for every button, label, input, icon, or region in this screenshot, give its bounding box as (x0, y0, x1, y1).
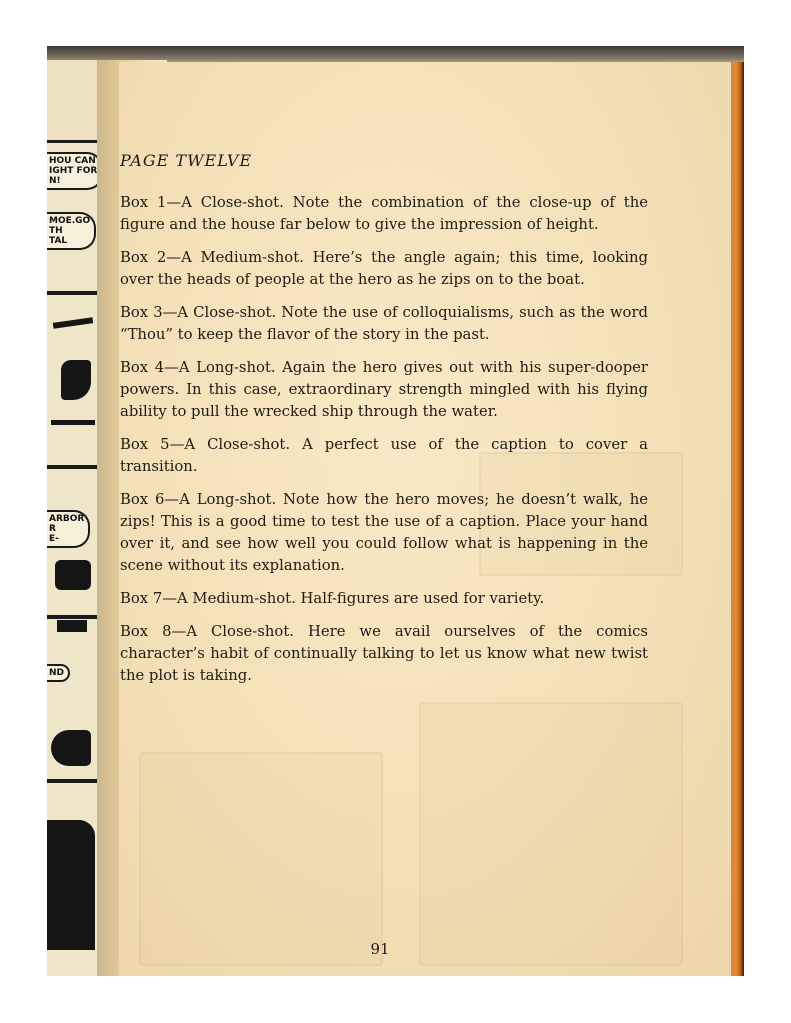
show-through-panel (419, 702, 683, 966)
show-through-panel (139, 752, 383, 966)
box-note: Box 8—A Close-shot. Here we avail ourselves of the comics character’s habit of continually talking to let us know what new twist the plot is taking. (120, 623, 648, 684)
text-column (120, 150, 648, 698)
comic-ink-stroke (51, 420, 95, 425)
comic-ink-stroke (47, 820, 95, 950)
box-note: Box 1—A Close-shot. Note the combination of the close-up of the figure and the house far below to give the impression of height. (120, 194, 648, 233)
speech-balloon: ARBOR R E- (47, 510, 90, 548)
comic-ink-stroke (51, 730, 91, 766)
comic-ink-stroke (55, 560, 91, 590)
box-note: Box 3—A Close-shot. Note the use of colloquialisms, such as the word “Thou” to keep the flavor of the story in the past. (120, 304, 648, 343)
box-note: Box 5—A Close-shot. A perfect use of the caption to cover a transition. (120, 436, 648, 475)
page-edge (731, 62, 744, 976)
speech-balloon: ND (47, 664, 70, 682)
box-note: Box 6—A Long-shot. Note how the hero moves; he doesn’t walk, he zips! This is a good time to test the use of a caption. Place your hand over it, and see how well you could follow what is happening in the scene without its explanation. (120, 491, 648, 574)
page-heading: PAGE TWELVE (120, 151, 253, 170)
box-note: Box 7—A Medium-shot. Half-figures are used for variety. (120, 590, 545, 607)
speech-balloon: HOU CAN IGHT FOR N! (47, 152, 103, 190)
comic-ink-stroke (57, 620, 87, 632)
speech-balloon: MOE.GO TH TAL (47, 212, 96, 250)
box-note: Box 4—A Long-shot. Again the hero gives out with his super-dooper powers. In this case, extraordinary strength mingled with his flying ability to pull the wrecked ship through the water. (120, 359, 648, 420)
page-number: 91 (370, 940, 390, 958)
box-note: Box 2—A Medium-shot. Here’s the angle again; this time, looking over the heads of people at the hero as he zips on to the boat. (120, 249, 648, 288)
